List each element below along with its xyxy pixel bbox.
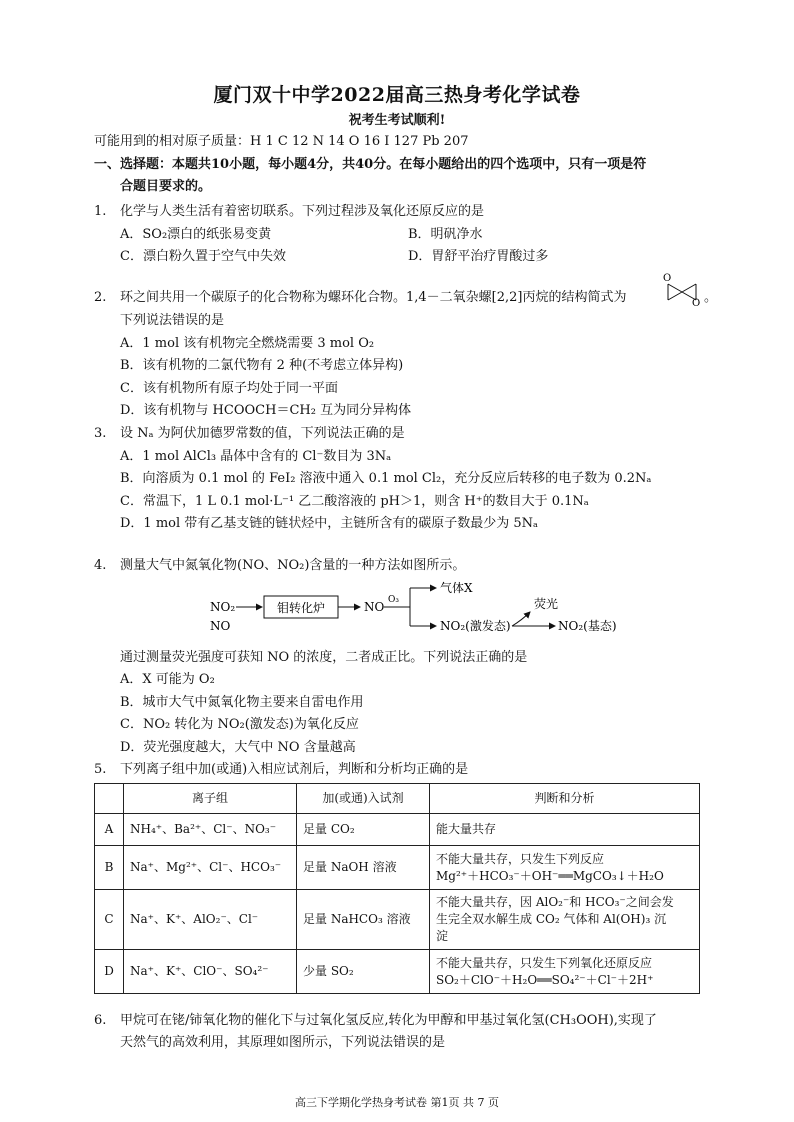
table-row [95,846,700,890]
analysis-cell [430,890,700,950]
q2-option-a: A．1 mol 该有机物完全燃烧需要 3 mol O₂ [120,336,375,351]
q1-option-b: B．明矾净水 [408,227,483,242]
q1-option-a: A．SO₂漂白的纸张易变黄 [120,227,272,242]
row-label: C [95,890,124,950]
q4-option-a: A．X 可能为 O₂ [120,672,215,687]
reagent-cell: 足量 NaOH 溶液 [297,846,430,890]
q3-option-b: B．向溶质为 0.1 mol 的 FeI₂ 溶液中通入 0.1 mol Cl₂，充分反应后转移的电子数为 0.2Nₐ [120,471,652,486]
ion-group-cell: Na⁺、K⁺、ClO⁻、SO₄²⁻ [124,950,297,994]
q2-stem-line1: 环之间共用一个碳原子的化合物称为螺环化合物。1,4－二氧杂螺[2,2]丙烷的结构简式为 [120,290,627,305]
reagent-cell: 足量 NaHCO₃ 溶液 [297,890,430,950]
q4-after: 通过测量荧光强度可获知 NO 的浓度，二者成正比。下列说法正确的是 [120,650,528,665]
q2-number: 2. [94,290,107,305]
q1-number: 1. [94,204,107,219]
q2-option-b: B．该有机物的二氯代物有 2 种(不考虑立体异构) [120,358,404,373]
q1-stem: 化学与人类生活有着密切联系。下列过程涉及氧化还原反应的是 [120,204,485,219]
ion-table [94,783,700,994]
q3-stem: 设 Nₐ 为阿伏加德罗常数的值，下列说法正确的是 [120,426,405,441]
o3-label: O₃ [388,595,399,605]
q4-number: 4. [94,558,107,573]
q2-option-c: C．该有机物所有原子均处于同一平面 [120,381,338,396]
q4-stem: 测量大气中氮氧化物(NO、NO₂)含量的一种方法如图所示。 [120,558,466,573]
analysis-cell [430,950,700,994]
nox-measurement-diagram [200,580,630,642]
no-input-label: NO [210,619,231,633]
atomic-masses: 可能用到的相对原子质量：H 1 C 12 N 14 O 16 I 127 Pb 207 [94,134,469,149]
table-header-cell: 加(或通)入试剂 [297,784,430,814]
fluorescence-label: 荧光 [534,597,559,611]
analysis-cell [430,814,700,846]
table-row [95,890,700,950]
analysis-line: SO₂＋ClO⁻＋H₂O══SO₄²⁻＋Cl⁻＋2H⁺ [436,972,654,987]
section-heading-line1: 一、选择题：本题共10小题，每小题4分，共40分。在每小题给出的四个选项中，只有一项是符 [94,157,647,172]
no-intermediate-label: NO [364,600,385,614]
bond [668,292,682,300]
q5-number: 5. [94,762,107,777]
ion-group-cell: Na⁺、Mg²⁺、Cl⁻、HCO₃⁻ [124,846,297,890]
table-row [95,814,700,846]
q4-option-b: B．城市大气中氮氧化物主要来自雷电作用 [120,695,364,710]
table-header-cell: 判断和分析 [430,784,700,814]
ion-group-cell: Na⁺、K⁺、AlO₂⁻、Cl⁻ [124,890,297,950]
bond [682,284,696,292]
page-title: 厦门双十中学2022届高三热身考化学试卷 [213,84,581,106]
no2-input-label: NO₂ [210,600,236,614]
table-row [95,950,700,994]
table-header-cell: 离子组 [124,784,297,814]
oxygen-label: O [692,298,701,306]
q6-line2: 天然气的高效利用，其原理如图所示，下列说法错误的是 [120,1035,446,1050]
gas-x-label: 气体X [440,581,473,595]
analysis-line: Mg²⁺＋HCO₃⁻＋OH⁻══MgCO₃↓＋H₂O [436,868,664,883]
q6-line1: 甲烷可在铑/铈氧化物的催化下与过氧化氢反应,转化为甲醇和甲基过氧化氢(CH₃OOH),实现了 [120,1013,657,1028]
q4-option-c: C．NO₂ 转化为 NO₂(激发态)为氧化反应 [120,717,359,732]
page-subtitle: 祝考生考试顺利! [348,113,446,128]
analysis-line: 淀 [436,929,449,943]
section-heading-line2: 合题目要求的。 [120,179,212,194]
q2-stem-end: 。 [704,290,718,305]
no2-excited-label: NO₂(激发态) [440,619,511,633]
analysis-line: 不能大量共存，因 AlO₂⁻和 HCO₃⁻之间会发 [436,895,674,909]
q1-option-d: D．胃舒平治疗胃酸过多 [408,249,549,264]
q2-stem-line2: 下列说法错误的是 [120,313,225,328]
q3-option-d: D．1 mol 带有乙基支链的链状烃中，主链所含有的碳原子数最少为 5Nₐ [120,516,539,531]
fluorescence-arrow [512,612,530,626]
ion-group-cell: NH₄⁺、Ba²⁺、Cl⁻、NO₃⁻ [124,814,297,846]
q2-option-d: D．该有机物与 HCOOCH＝CH₂ 互为同分异构体 [120,403,412,418]
no2-ground-label: NO₂(基态) [558,619,617,633]
reagent-cell: 足量 CO₂ [297,814,430,846]
row-label: B [95,846,124,890]
table-header-row [95,784,700,814]
analysis-line: 不能大量共存，只发生下列反应 [436,851,605,866]
table-header-cell [95,784,124,814]
q6-number: 6. [94,1013,107,1028]
row-label: A [95,814,124,846]
q3-number: 3. [94,426,107,441]
q4-option-d: D．荧光强度越大，大气中 NO 含量越高 [120,740,356,755]
row-label: D [95,950,124,994]
q3-option-a: A．1 mol AlCl₃ 晶体中含有的 Cl⁻数目为 3Nₐ [120,449,392,464]
q3-option-c: C．常温下，1 L 0.1 mol·L⁻¹ 乙二酸溶液的 pH＞1，则含 H⁺的数目大于 0.1Nₐ [120,494,589,509]
q5-stem: 下列离子组中加(或通)入相应试剂后，判断和分析均正确的是 [120,762,469,777]
bond [668,284,682,292]
analysis-line: 不能大量共存，只发生下列氧化还原反应 [436,955,653,970]
page-footer: 高三下学期化学热身考试卷 第1页 共 7 页 [295,1096,499,1109]
q1-option-c: C．漂白粉久置于空气中失效 [120,249,286,264]
analysis-line: 能大量共存 [436,822,497,836]
spiro-structure [660,270,704,306]
analysis-line: 生完全双水解生成 CO₂ 气体和 Al(OH)₃ 沉 [436,912,667,926]
converter-label: 钼转化炉 [276,601,326,615]
analysis-cell [430,846,700,890]
oxygen-label: O [663,273,672,284]
reagent-cell: 少量 SO₂ [297,950,430,994]
